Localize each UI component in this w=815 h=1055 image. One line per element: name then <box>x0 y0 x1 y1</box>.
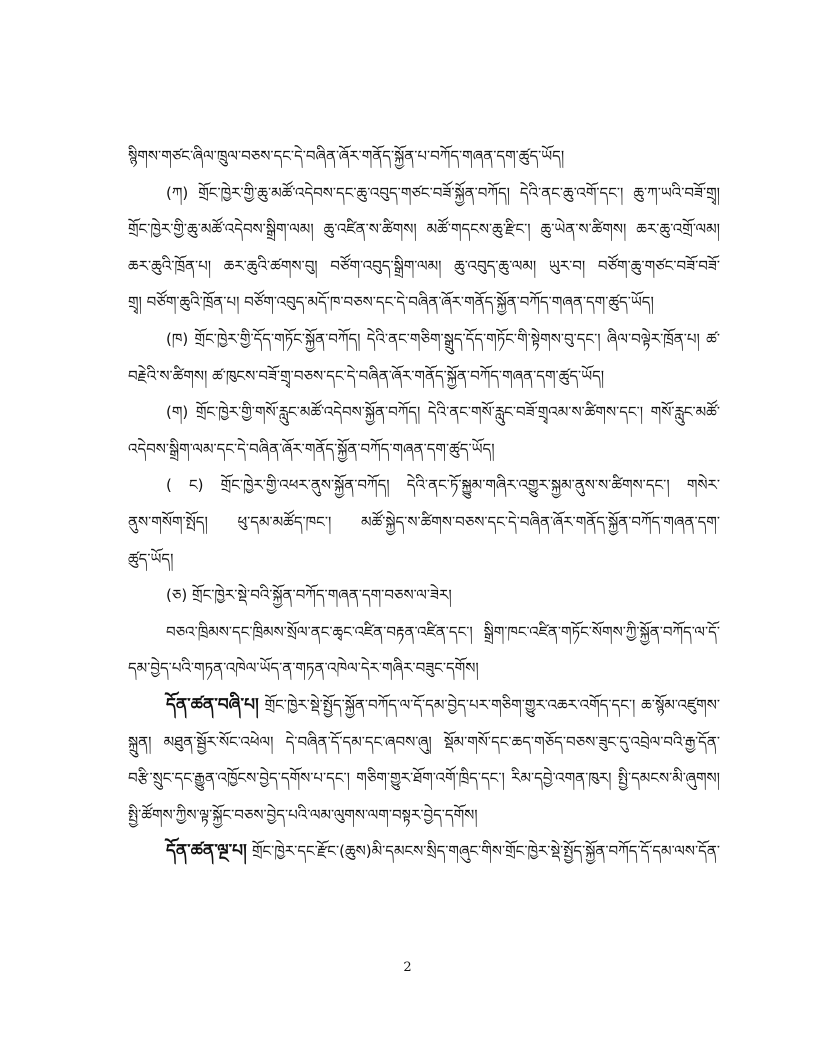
article-label: དོན་ཚན་བཞི་པ། <box>166 694 259 715</box>
text-line: སྐྲུན། མཐུན་སྦྱོར་སོང་འཕེལ། དེ་བཞིན་དོ་དམ་དང་ཞབས་ཞུ། སྡོམ་གསོ་དང་ཆད་གཅོད་བཅས་ཟུང་དུ་འབྲེལ་བའི་རྒྱ་དོན་ <box>128 732 720 751</box>
text-line: སྙིགས་གཙང་ཞིལ་ཁྲུལ་བཅས་དང་དེ་བཞིན་ཞོར་གནོད་སྐྱོན་པ་བཀོད་གཞན་དག་ཚུད་ཡོད། <box>128 147 565 165</box>
article-text: གྲོང་ཁྱེར་སྡེ་སྤྱོད་སྐྱོན་བཀོད་ལ་དོ་དམ་བྱེད་པར་གཅིག་གྱུར་འཆར་འགོད་དང་། ཆ་སྙོམ་འཛུགས་ <box>264 695 720 714</box>
paragraph-item-nga: ( ང) གྲོང་ཁྱེར་གྱི་འཕར་ནུས་སྐྱོན་བཀོད། དེའི་ནང་ཏོ་སྐྱུམ་གཞིར་འགྱུར་སྐྱམ་ནུས་ས་ཚིགས་དང་། གསེར་ <box>166 476 720 495</box>
paragraph-item-ga: (ག) གྲོང་ཁྱེར་གྱི་གསོ་རླུང་མཚོ་འདེབས་སྐྱོན་བཀོད། དེའི་ནང་གསོ་རླུང་བཟོ་གྲྭའམ་ས་ཚིགས་དང་། གསོ་རླུང་མཚོ་ <box>166 403 720 422</box>
text-line: འདེབས་སྒྲིག་ལམ་དང་དེ་བཞིན་ཞོར་གནོད་སྐྱོན་བཀོད་གཞན་དག་ཚུད་ཡོད། <box>128 439 495 458</box>
text-line: སྤྱི་ཚོགས་ཀྱིས་ལྟ་སྐྱོང་བཅས་བྱེད་པའི་ལམ་ལུགས་ལག་བསྟར་བྱེད་དགོས། <box>128 805 478 824</box>
text-line: གྲྭ། བཙོག་ཆུའི་ཁྲོན་པ། བཙོག་འབུད་མདོ་ཁ་བཅས་དང་དེ་བཞིན་ཞོར་གནོད་སྐྱོན་བཀོད་གཞན་དག་ཚུད་ཡོད། <box>128 293 654 312</box>
paragraph-item-ka: (ཀ) གྲོང་ཁྱེར་གྱི་ཆུ་མཚོ་འདེབས་དང་ཆུ་འབུད་གཙང་བཟོ་སྐྱོན་བཀོད། དེའི་ནང་ཆུ་འགོ་དང་། ཆུ་ཀ་ཡའི་བཟོ་གྲྭ། <box>166 183 720 202</box>
text-line: ནུས་གསོག་སྤོད། ཕུ་དམ་མཚོད་ཁང་། མཚོ་སྐྱེད་ས་ཚིགས་བཅས་དང་དེ་བཞིན་ཞོར་གནོད་སྐྱོན་བཀོད་གཞན་དག་ <box>128 512 720 531</box>
article-label: དོན་ཚན་ལྔ་པ། <box>166 841 247 862</box>
page-number: 2 <box>403 960 412 975</box>
document-body <box>128 138 720 870</box>
text-line: དམ་བྱེད་པའི་གཏན་འཁེལ་ཡོད་ན་གཏན་འཁེལ་དེར་གཞིར་བཟུང་དགོས། <box>128 659 479 678</box>
paragraph-rules: བཅའ་ཁྲིམས་དང་ཁྲིམས་སྲོལ་ནང་ཆྭང་འཛིན་བརྟན་འཛིན་དང་། སྒྲིག་ཁང་འཛིན་གཏོང་སོགས་ཀྱི་སྐྱོན་བཀོད་ལ་དོ་ <box>166 622 720 641</box>
text-line: ཆར་ཆུའི་ཁྲོན་པ། ཆར་ཆུའི་ཚགས་བུ། བཙོག་འབུད་སྒྲིག་ལམ། ཆུ་འབུད་ཆུ་ལམ། ཡུར་བ། བཙོག་ཆུ་གཙང་བཟོ་བཟོ་ <box>128 256 720 275</box>
text-line: བརྗེའི་ས་ཚིགས། ཚ་ཁུངས་བཟོ་གྲྭ་བཅས་དང་དེ་བཞིན་ཞོར་གནོད་སྐྱོན་བཀོད་གཞན་དག་ཚུད་ཡོད། <box>128 366 605 385</box>
text-line: གྲོང་ཁྱེར་གྱི་ཆུ་མཚོ་འདེབས་སྒྲིག་ལམ། ཆུ་འཛིན་ས་ཚིགས། མཚོ་གདངས་ཆུ་རྫིང་། ཆུ་ཡེན་ས་ཚིགས། ཆར་ཆུ་འགྲོ་ལམ། <box>128 220 720 239</box>
paragraph-item-kha: (ཁ) གྲོང་ཁྱེར་གྱི་དོད་གཏོང་སྐྱོན་བཀོད། དེའི་ནང་གཅིག་སྒྲུད་དོད་གཏོང་གི་སྟེགས་བུ་དང་། ཞིལ་བལྟེར་ཁྲོན་པ། ཚ་ <box>166 329 720 348</box>
text-line: ཚུད་ཡོད། <box>128 549 174 568</box>
article-four <box>128 687 720 724</box>
text-line: བརྩི་སྲུང་དང་རྒྱུན་འཁྱོངས་བྱེད་དགོས་པ་དང་། གཅིག་གྱུར་ཐོག་འགོ་ཁྲིད་དང་། རིམ་དབྱེ་འགན་ཁུར། སྤྱི་དམངས་མི་ཞུགས། <box>128 769 720 788</box>
article-five <box>128 833 720 870</box>
paragraph-item-ca: (ཅ) གྲོང་ཁྱེར་སྡེ་བའི་སྐྱོན་བཀོད་གཞན་དག་བཅས་ལ་ཟེར། <box>166 586 452 605</box>
article-text: གྲོང་ཁྱེར་དང་རྫོང་(ཆུས)མི་དམངས་སྲིད་གཞུང་གིས་གྲོང་ཁྱེར་སྡེ་སྤྱོད་སྐྱོན་བཀོད་དོ་དམ་ལས་དོན་ <box>251 842 720 861</box>
